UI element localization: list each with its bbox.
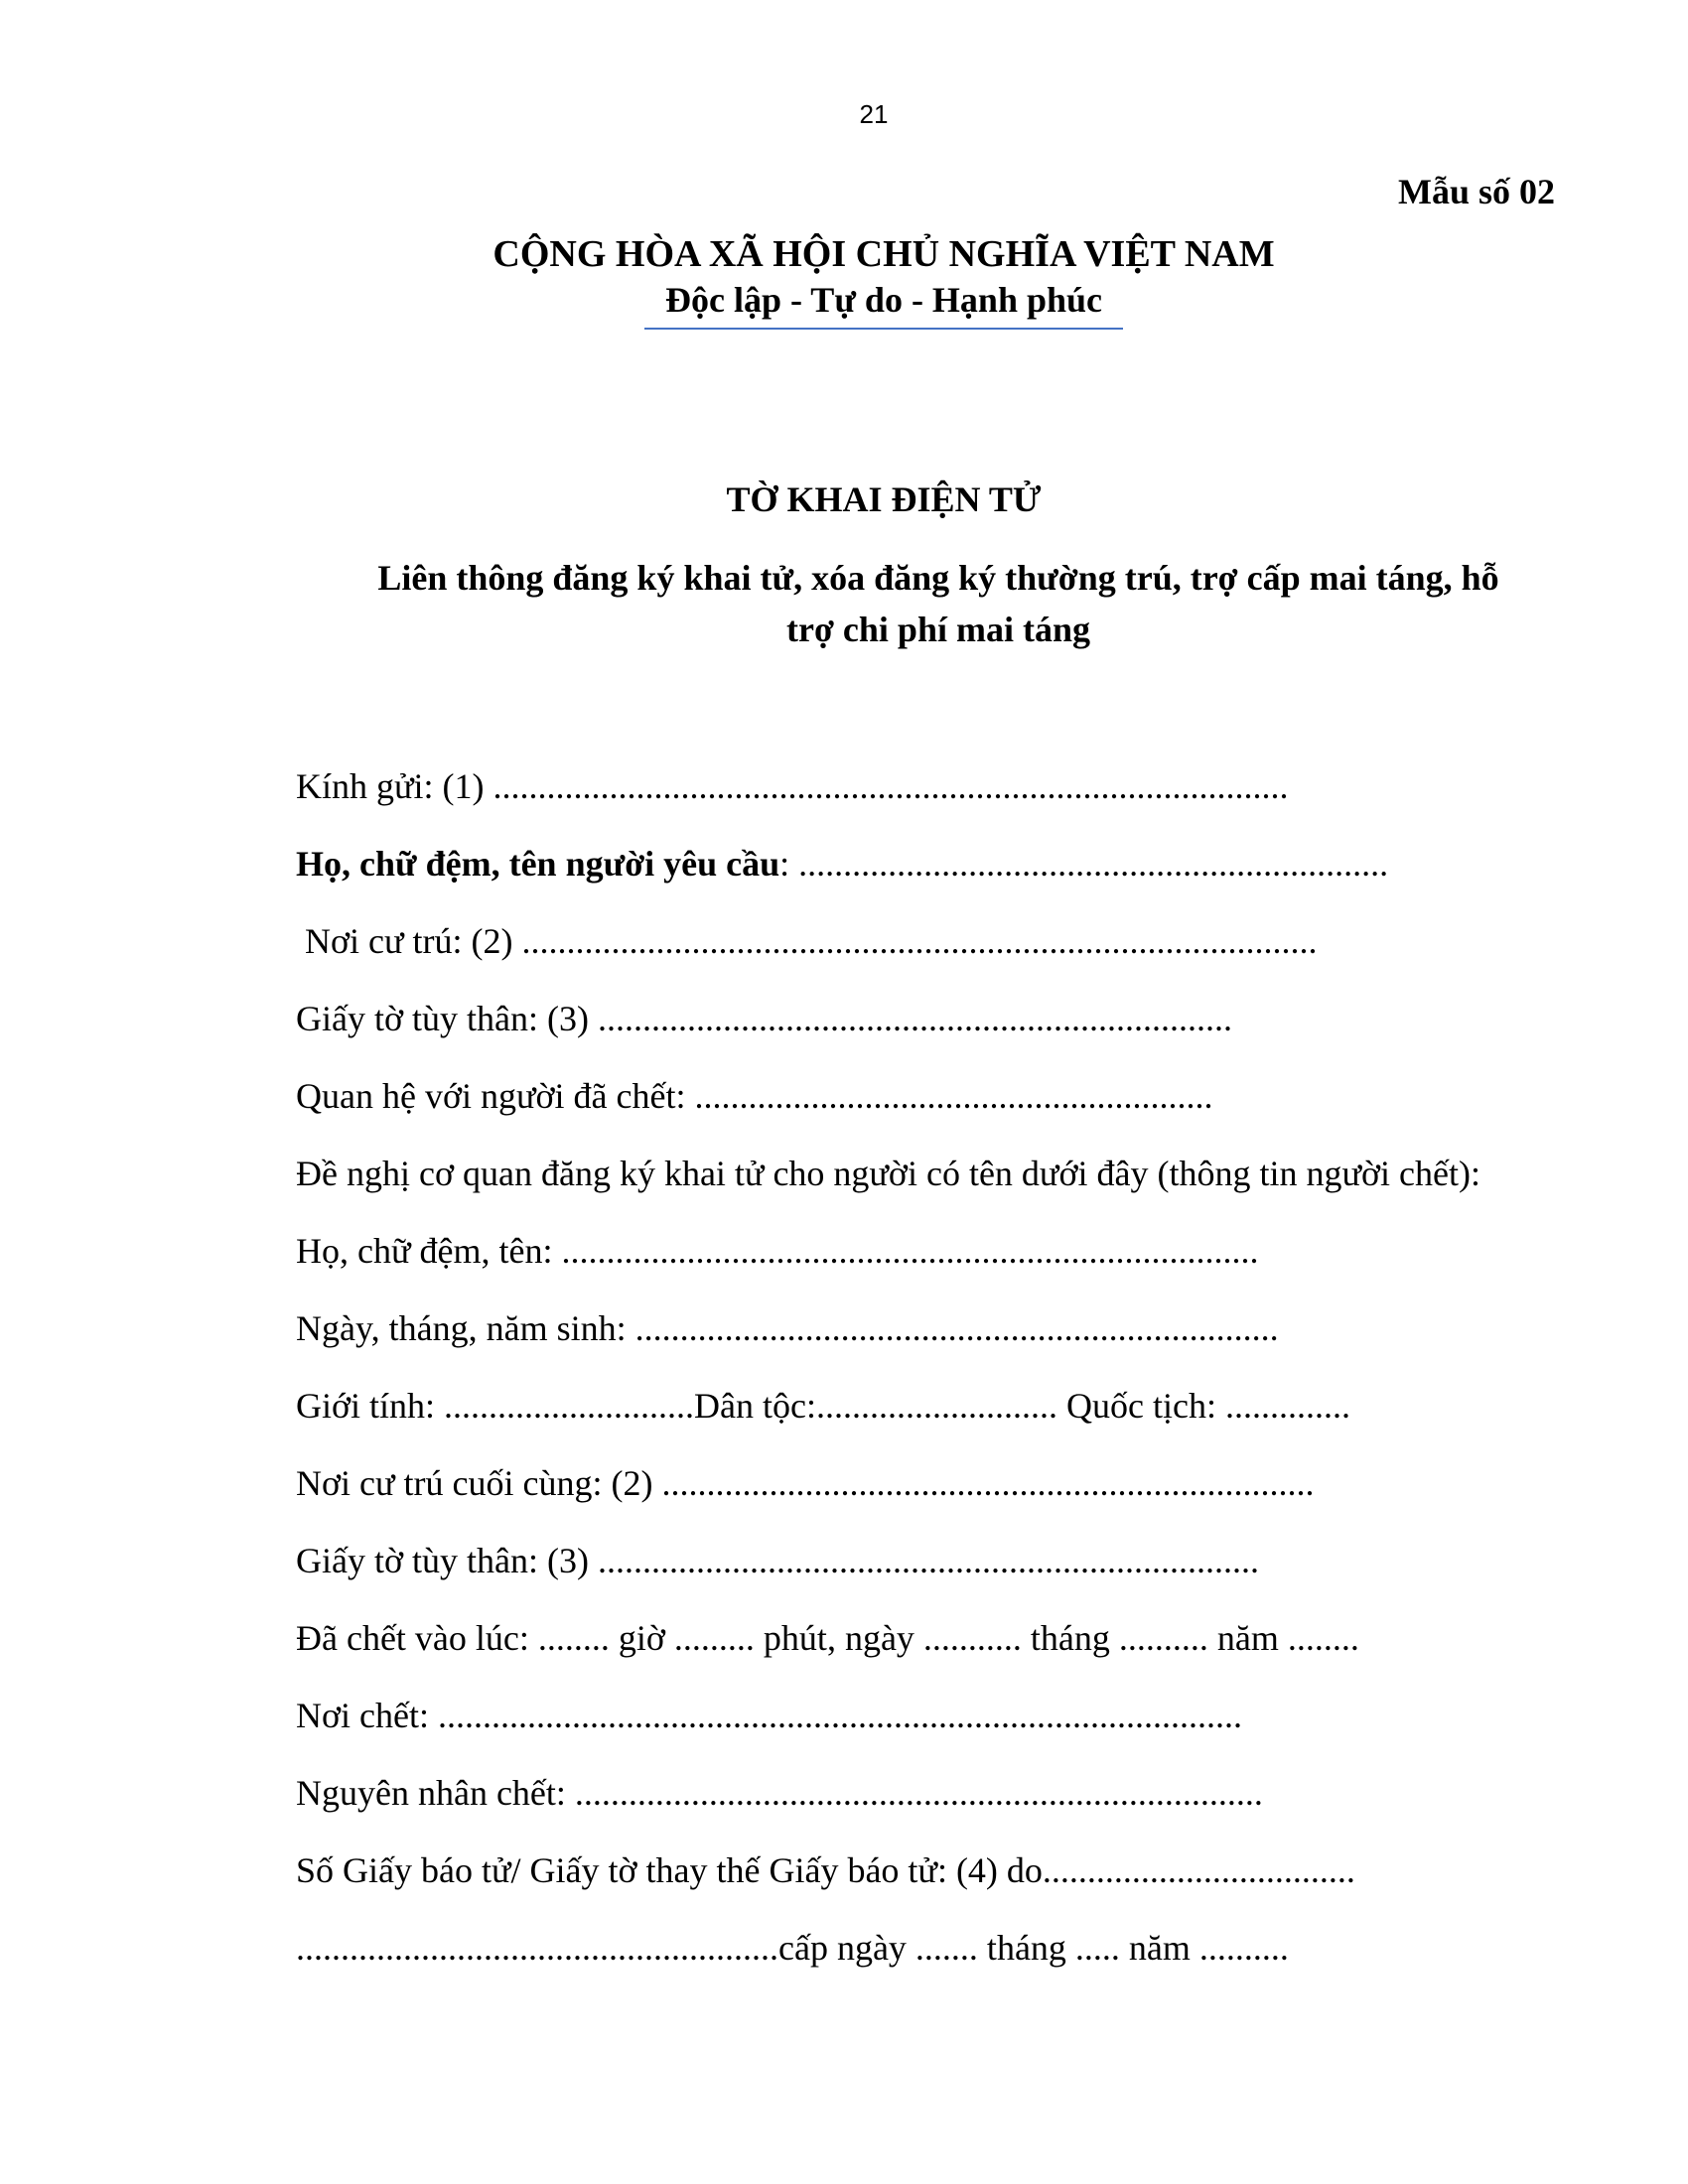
requester-name-field: [296, 840, 1587, 917]
deceased-last-residence-field: Nơi cư trú cuối cùng: (2) .........................................................................: [296, 1463, 1315, 1503]
deceased-dob-field: Ngày, tháng, năm sinh: ........................................................................: [296, 1308, 1279, 1348]
request-statement: Đề nghị cơ quan đăng ký khai tử cho người có tên dưới đây (thông tin người chết):: [296, 1154, 1480, 1193]
nation-title: CỘNG HÒA XÃ HỘI CHỦ NGHĨA VIỆT NAM: [492, 233, 1275, 275]
death-certificate-issue-field: ......................................................cấp ngày ....... tháng ..... năm ..........: [296, 1928, 1289, 1968]
recipient-field: Kính gửi: (1) .........................................................................................: [296, 766, 1289, 806]
national-motto: Độc lập - Tự do - Hạnh phúc: [664, 280, 1103, 320]
requester-id-field: Giấy tờ tùy thân: (3) .......................................................................: [296, 999, 1232, 1038]
time-of-death-field: Đã chết vào lúc: ........ giờ ......... phút, ngày ........... tháng .......... năm ........: [296, 1618, 1359, 1658]
document-title: TỜ KHAI ĐIỆN TỬ: [726, 479, 1042, 519]
requester-name-dots: : ..................................................................: [779, 844, 1389, 884]
national-header: [0, 230, 1688, 330]
deceased-id-field: Giấy tờ tùy thân: (3) ..........................................................................: [296, 1541, 1259, 1580]
place-of-death-field: Nơi chết: ..........................................................................................: [296, 1696, 1242, 1735]
document-subtitle-line-1: Liên thông đăng ký khai tử, xóa đăng ký thường trú, trợ cấp mai táng, hỗ: [377, 558, 1499, 598]
document-subtitle: [308, 552, 1569, 655]
motto-underline: [644, 328, 1123, 330]
form-fields: [296, 762, 1587, 2001]
requester-name-label: Họ, chữ đệm, tên người yêu cầu: [296, 844, 780, 884]
form-code: Mẫu số 02: [1397, 172, 1555, 211]
deceased-gender-ethnicity-nationality-field: Giới tính: ............................Dân tộc:........................... Quốc tịch: ..............: [296, 1386, 1350, 1426]
document-subtitle-line-2: trợ chi phí mai táng: [786, 610, 1090, 649]
page-number: 21: [859, 99, 889, 129]
deceased-name-field: Họ, chữ đệm, tên: ..............................................................................: [296, 1231, 1259, 1271]
requester-residence-field: Nơi cư trú: (2) .........................................................................................: [305, 921, 1318, 961]
relationship-field: Quan hệ với người đã chết: ..........................................................: [296, 1076, 1213, 1116]
death-certificate-field: Số Giấy báo tử/ Giấy tờ thay thế Giấy báo tử: (4) do...................................: [296, 1850, 1355, 1890]
cause-of-death-field: Nguyên nhân chết: .............................................................................: [296, 1773, 1263, 1813]
